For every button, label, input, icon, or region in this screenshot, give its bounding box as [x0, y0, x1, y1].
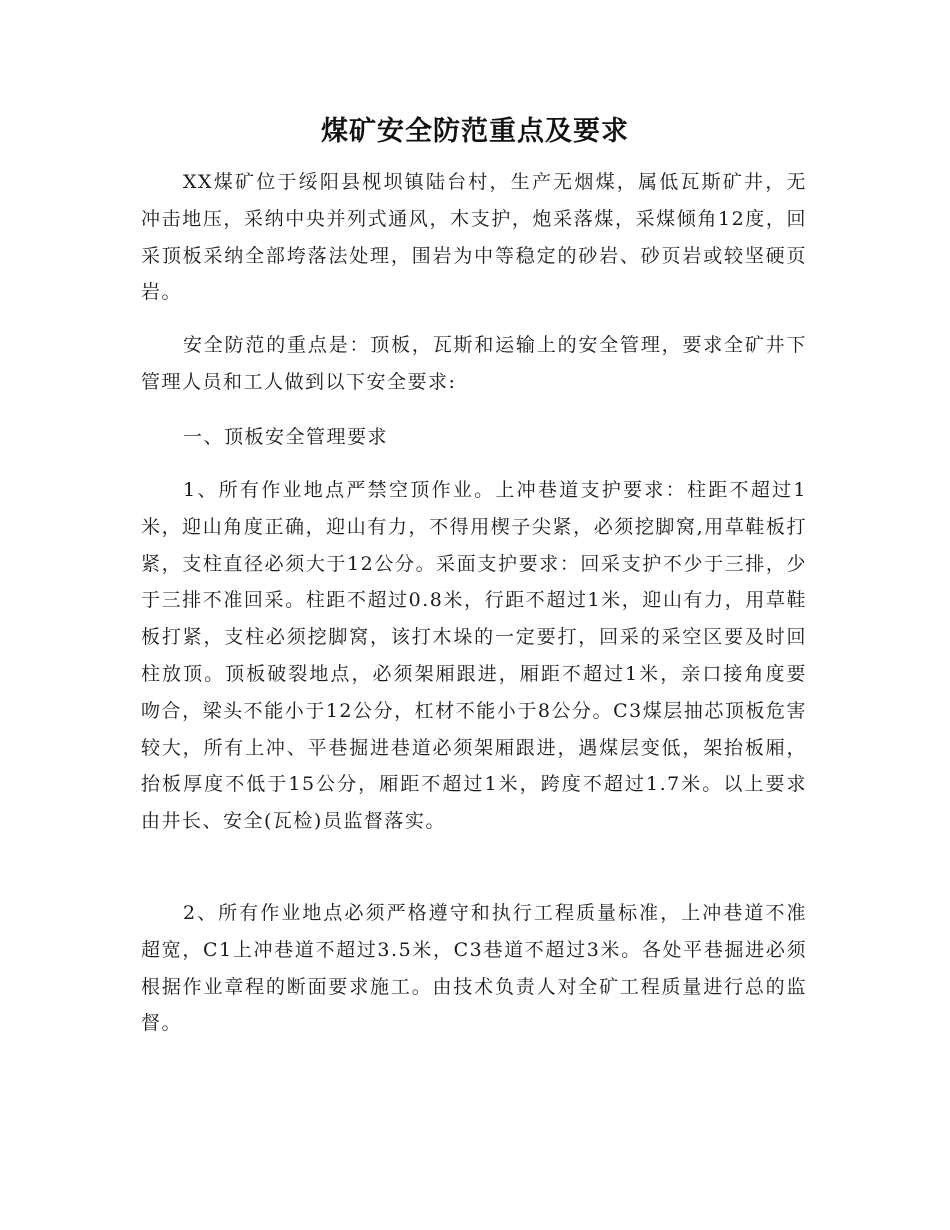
document-title: 煤矿安全防范重点及要求	[321, 116, 629, 147]
paragraph-item-2: 2、所有作业地点必须严格遵守和执行工程质量标准，上冲巷道不准超宽，C1上冲巷道不超过3.5米，C3巷道不超过3米。各处平巷掘进必须根据作业章程的断面要求施工。由技术负责人对全矿工程质量进行总的监督。	[141, 902, 807, 1035]
paragraph-safety-focus: 安全防范的重点是：顶板，瓦斯和运输上的安全管理，要求全矿井下管理人员和工人做到以下安全要求:	[141, 334, 807, 393]
paragraph-item-1: 1、所有作业地点严禁空顶作业。上冲巷道支护要求：柱距不超过1米，迎山角度正确，迎山有力，不得用楔子尖紧，必须挖脚窝,用草鞋板打紧，支柱直径必须大于12公分。采面支护要求：回采支护不少于三排，少于三排不准回采。柱距不超过0.8米，行距不超过1米，迎山有力，用草鞋板打紧，支柱必须挖脚窝，该打木垛的一定要打，回采的采空区要及时回柱放顶。顶板破裂地点，必须架厢跟进，厢距不超过1米，亲口接角度要吻合，梁头不能小于12公分，杠材不能小于8公分。C3煤层抽芯顶板危害较大，所有上冲、平巷掘进巷道必须架厢跟进，遇煤层变低，架抬板厢，抬板厚度不低于15公分，厢距不超过1米，跨度不超过1.7米。以上要求由井长、安全(瓦检)员监督落实。	[141, 479, 807, 833]
paragraph-mine-overview: XX煤矿位于绥阳县枧坝镇陆台村，生产无烟煤，属低瓦斯矿井，无冲击地压，采纳中央并列式通风，木支护，炮采落煤，采煤倾角12度，回采顶板采纳全部垮落法处理，围岩为中等稳定的砂岩、砂页岩或较坚硬页岩。	[141, 171, 807, 304]
section-heading-roof-safety: 一、顶板安全管理要求	[183, 426, 389, 448]
